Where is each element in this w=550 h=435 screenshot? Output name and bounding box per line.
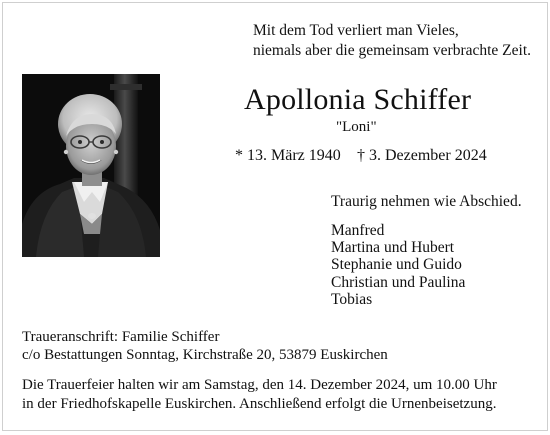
portrait-photo [22,74,160,257]
mourners-list [331,222,465,308]
mourner-name: Manfred [331,222,385,239]
mourner-name: Tobias [331,290,373,308]
quote-line-1: Mit dem Tod verliert man Vieles, [253,22,459,39]
ceremony-line-1: Die Trauerfeier halten wir am Samstag, den 14. Dezember 2024, um 10.00 Uhr [22,377,497,393]
address-line-2: c/o Bestattungen Sonntag, Kirchstraße 20, 53879 Euskirchen [22,346,388,363]
ceremony-line-2: in der Friedhofskapelle Euskirchen. Anschließend erfolgt die Urnenbeisetzung. [22,395,497,412]
mourner-name: Martina und Hubert [331,239,455,257]
memorial-quote [253,21,531,61]
mourning-address [22,329,388,364]
ceremony-details [22,376,497,413]
mourner-name: Christian und Paulina [331,273,466,291]
farewell-line: Traurig nehmen wie Abschied. [331,193,522,210]
death-date: † 3. Dezember 2024 [357,147,487,164]
quote-line-2: niemals aber die gemeinsam verbrachte Zeit. [253,42,532,59]
birth-date: * 13. März 1940 [235,147,341,164]
mourner-name: Stephanie und Guido [331,256,462,274]
obituary-card [2,2,548,431]
address-line-1: Traueranschrift: Familie Schiffer [22,329,220,345]
deceased-name: Apollonia Schiffer [244,83,472,116]
deceased-nickname: "Loni" [336,119,377,135]
